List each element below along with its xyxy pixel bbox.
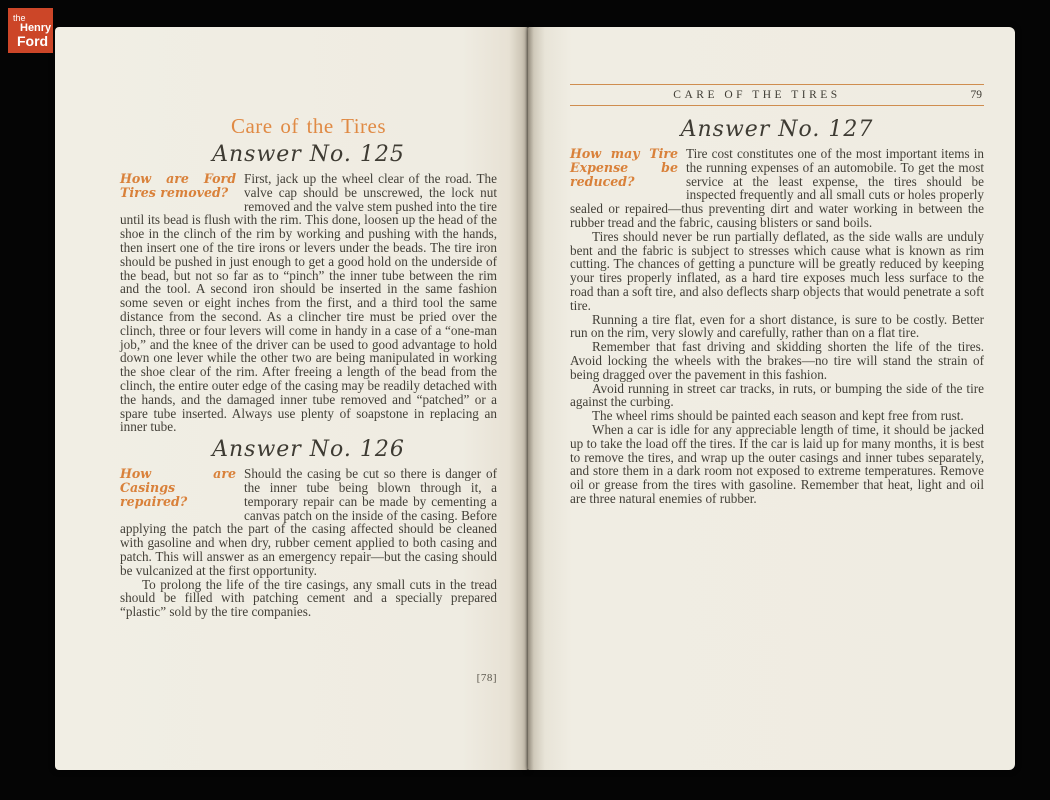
running-header bbox=[570, 84, 984, 106]
answer-125-question: How are Ford Tires removed? bbox=[120, 171, 236, 200]
running-header-title: CARE OF THE TIRES bbox=[673, 89, 841, 101]
logo-text-the: the bbox=[13, 13, 26, 23]
answer-127-paragraph-4: Remember that fast driving and skidding shorten the life of the tires. Avoid locking the wheels with the brakes—no tire will stand the strain of being dragged over the pavement in this fashion. bbox=[570, 339, 984, 382]
answer-127-paragraph-6: The wheel rims should be painted each season and kept free from rust. bbox=[592, 408, 964, 424]
left-page-folio: [78] bbox=[476, 672, 497, 684]
answer-127-paragraph-7: When a car is idle for any appreciable length of time, it should be jacked up to take the load off the tires. If the car is laid up for many months, it is best to remove the tires, and wrap up the outer casings and inner tubes separately, and store them in a dark room not exposed to extreme temperatures. Remove oil or grease from the tires with gasoline. Remember that heat, light and oil are three natural enemies of rubber. bbox=[570, 421, 984, 506]
chapter-title: Care of the Tires bbox=[230, 114, 387, 138]
henry-ford-logo bbox=[8, 8, 53, 53]
page-number: 79 bbox=[970, 89, 982, 101]
header-rule-bottom bbox=[570, 105, 984, 106]
answer-125-paragraph bbox=[120, 172, 497, 434]
answer-127-body: Tire cost constitutes one of the most important items in the running expenses of an automobile. To get the most service at the least expense, the tires should be inspected frequently and all small cuts or holes properly sealed or repaired—thus preventing dirt and water working in between the rubber tread and the fabric, causing blisters or sand boils. bbox=[570, 146, 984, 230]
answer-127-question: How may Tire Expense be reduced? bbox=[570, 146, 678, 189]
logo-text-ford: Ford bbox=[17, 33, 49, 49]
answer-127-paragraph-5: Avoid running in street car tracks, in ruts, or bumping the side of the tire against the curbing. bbox=[570, 380, 984, 410]
book-page-right bbox=[528, 27, 1015, 770]
logo-text-henry: Henry bbox=[20, 22, 52, 34]
left-page-content bbox=[120, 27, 497, 619]
answer-126-body: Should the casing be cut so there is danger of the inner tube being blown through it, a temporary repair can be made by cementing a canvas patch on the inside of the casing. Before applying the patch the part of the casing affected should be cleaned with gasoline and when dry, rubber cement applied to both casing and patch. This will answer as an emergency repair—but the casing should be vulcanized at the first opportunity. bbox=[120, 466, 497, 578]
answer-126-paragraph-1 bbox=[120, 467, 497, 577]
answer-125-heading: Answer No. 125 bbox=[212, 142, 405, 167]
book-page-left bbox=[55, 27, 528, 770]
right-page-content bbox=[570, 27, 984, 506]
answer-126-paragraph-2: To prolong the life of the tire casings, any small cuts in the tread should be filled with patching cement and a specially prepared “plastic” sold by the tire companies. bbox=[120, 576, 497, 620]
answer-125-body: First, jack up the wheel clear of the road. The valve cap should be unscrewed, the lock nut removed and the valve stem pushed into the tire until its bead is flush with the rim. This done, loosen up the head of the shoe in the clinch of the rim by working and pushing with the hands, then insert one of the tire irons or levers under the beads. The tire iron should be pushed in just enough to get a good hold on the underside of the bead, but not so far as to “pinch” the inner tube between the rim and the tool. A second iron should be inserted in the same fashion some seven or eight inches from the first, and a third tool the same distance from the second. As a clincher tire must be pried over the clinch, three or four levers will come in handy in a case of a “one-man job,” and the knee of the driver can be used to good advantage to hold down one lever while the other two are being manipulated in working the shoe clear of the rim. After freeing a length of the bead from the clinch, the entire outer edge of the casing may be readily detached with the hands, and the damaged inner tube removed and “patched” or a spare tube inserted. Always use plenty of soapstone in replacing an inner tube. bbox=[120, 171, 497, 435]
answer-127-paragraph-3: Running a tire flat, even for a short distance, is sure to be costly. Better run on the rim, very slowly and carefully, rather than on a flat tire. bbox=[570, 311, 984, 341]
answer-126-question: How are Casings repaired? bbox=[120, 466, 236, 509]
answer-126-heading: Answer No. 126 bbox=[212, 437, 405, 463]
answer-127-paragraph-1 bbox=[570, 147, 984, 230]
answer-127-paragraph-2: Tires should never be run partially deflated, as the side walls are unduly bent and the fabric is subject to stresses which cause what is known as rim cutting. The chances of getting a puncture will be greatly reduced by keeping your tires properly inflated, as a hard tire exposes much less surface to the road than a soft tire, and also deflects sharp objects that would penetrate a soft tire. bbox=[570, 228, 984, 313]
answer-127-heading: Answer No. 127 bbox=[680, 117, 874, 142]
